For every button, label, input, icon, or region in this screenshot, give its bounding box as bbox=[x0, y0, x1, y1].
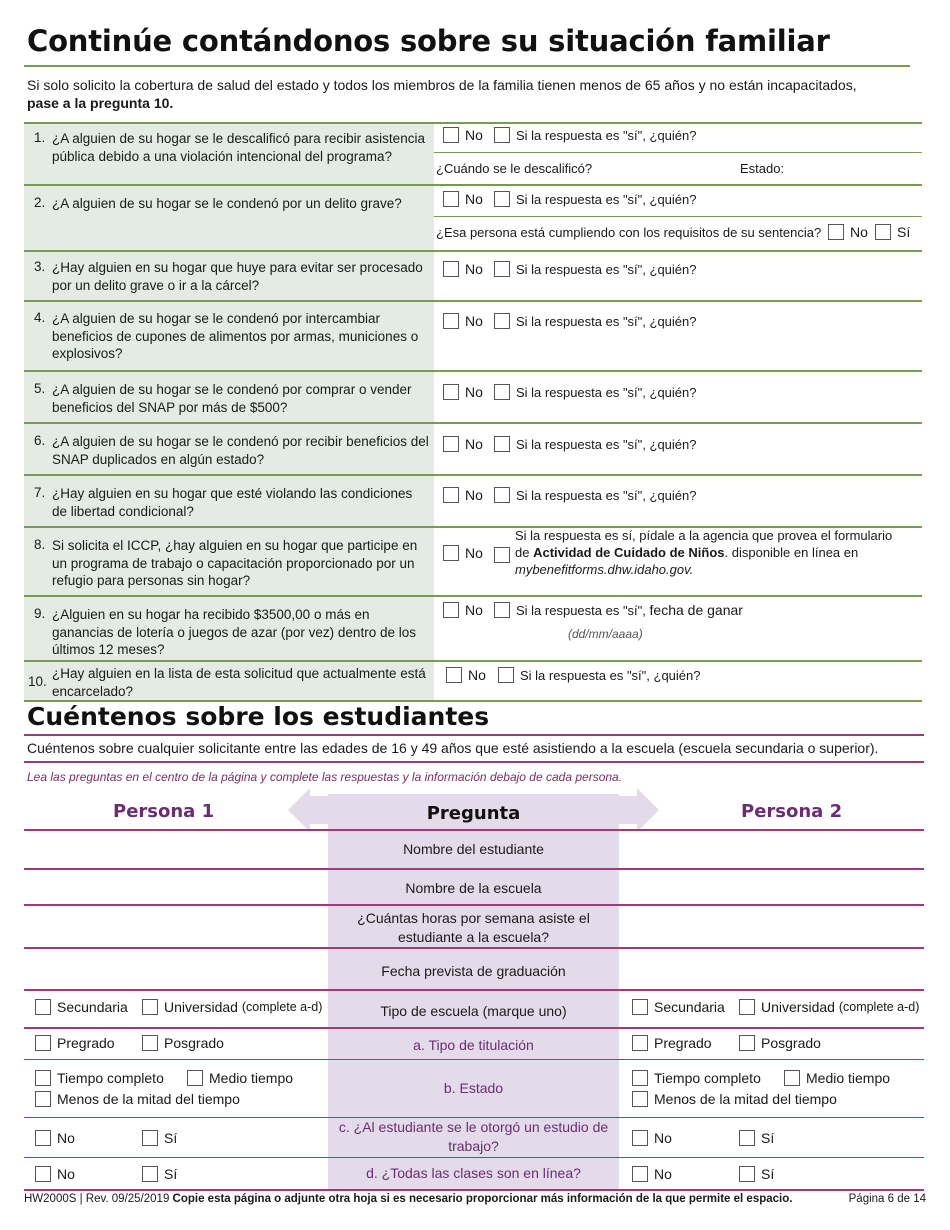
option-label: Menos de la mitad del tiempo bbox=[654, 1091, 837, 1107]
no-label: No bbox=[465, 436, 483, 452]
p2-work-study-yes[interactable] bbox=[739, 1130, 774, 1146]
no-label: No bbox=[465, 384, 483, 400]
yes-who-label: Si la respuesta es "sí", ¿quién? bbox=[516, 191, 697, 207]
checkbox[interactable] bbox=[632, 1166, 648, 1182]
persona-1-student-name-input[interactable] bbox=[24, 831, 328, 868]
question-online-classes: d. ¿Todas las clases son en línea? bbox=[366, 1165, 581, 1181]
q5-no-option[interactable] bbox=[443, 384, 483, 400]
q1-state-field[interactable] bbox=[740, 161, 784, 176]
when-label: ¿Cuándo se le descalificó? bbox=[436, 161, 593, 176]
checkbox[interactable] bbox=[494, 547, 510, 563]
question-text: ¿A alguien de su hogar se le descalificó para recibir asistencia pública debido a una violación intencional del programa? bbox=[52, 131, 425, 164]
persona-1-header: Persona 1 bbox=[113, 801, 215, 822]
q9-no-option[interactable] bbox=[443, 602, 483, 618]
checkbox[interactable] bbox=[632, 1130, 648, 1146]
checkbox[interactable] bbox=[494, 261, 510, 277]
p1-pregrado-option[interactable] bbox=[35, 1035, 115, 1051]
p1-posgrado-option[interactable] bbox=[142, 1035, 224, 1051]
checkbox[interactable] bbox=[632, 1091, 648, 1107]
persona-2-graduation-input[interactable] bbox=[619, 949, 924, 989]
question-school-type: Tipo de escuela (marque uno) bbox=[380, 1003, 567, 1019]
students-intro: Cuéntenos sobre cualquier solicitante entre las edades de 16 y 49 años que esté asistiendo a la escuela (escuela secundaria o superior). bbox=[27, 740, 879, 756]
q1-yes-who-option[interactable] bbox=[494, 127, 697, 143]
option-label: Secundaria bbox=[57, 999, 128, 1015]
q6-no-option[interactable] bbox=[443, 436, 483, 452]
yes-label: Sí bbox=[897, 224, 911, 240]
title-rule bbox=[24, 65, 910, 67]
no-label: No bbox=[465, 487, 483, 503]
option-label: Posgrado bbox=[164, 1035, 224, 1051]
p2-posgrado-option[interactable] bbox=[739, 1035, 821, 1051]
students-title: Cuéntenos sobre los estudiantes bbox=[27, 702, 490, 731]
divider bbox=[434, 152, 922, 153]
checkbox[interactable] bbox=[828, 224, 844, 240]
p1-full-time-option[interactable] bbox=[35, 1070, 164, 1086]
question-student-name: Nombre del estudiante bbox=[403, 841, 544, 857]
no-label: No bbox=[465, 313, 483, 329]
yes-who-label: Si la respuesta es "sí", ¿quién? bbox=[516, 313, 697, 329]
question-text: Si solicita el ICCP, ¿hay alguien en su hogar que participe en un programa de trabajo o capacitación proporcionado por un refugio para personas sin hogar? bbox=[52, 538, 418, 588]
students-title-rule bbox=[24, 734, 924, 736]
checkbox[interactable] bbox=[443, 127, 459, 143]
p1-work-study-no[interactable] bbox=[35, 1130, 75, 1146]
checkbox[interactable] bbox=[739, 1130, 755, 1146]
option-label: Secundaria bbox=[654, 999, 725, 1015]
p2-online-yes[interactable] bbox=[739, 1166, 774, 1182]
option-label: Pregrado bbox=[654, 1035, 712, 1051]
question-number: 3. bbox=[34, 259, 46, 274]
question-number: 1. bbox=[34, 130, 46, 145]
yes-who-label: Si la respuesta es "sí", ¿quién? bbox=[516, 436, 697, 452]
option-label: Medio tiempo bbox=[209, 1070, 294, 1086]
yes-label: Si la respuesta es "sí", bbox=[516, 602, 646, 618]
persona-2-header: Persona 2 bbox=[741, 801, 843, 822]
question-7 bbox=[24, 474, 434, 526]
q8-no-option[interactable] bbox=[443, 545, 483, 561]
students-intro-rule bbox=[24, 761, 924, 763]
checkbox[interactable] bbox=[35, 1070, 51, 1086]
checkbox[interactable] bbox=[739, 1035, 755, 1051]
p2-pregrado-option[interactable] bbox=[632, 1035, 712, 1051]
q1-when-field[interactable] bbox=[436, 161, 592, 176]
answer-4 bbox=[434, 300, 922, 370]
question-graduation-date: Fecha prevista de graduación bbox=[381, 963, 566, 979]
question-4 bbox=[24, 300, 434, 370]
p1-universidad-option[interactable] bbox=[142, 999, 322, 1015]
no-label: No bbox=[465, 261, 483, 277]
checkbox[interactable] bbox=[142, 1035, 158, 1051]
option-label: Tiempo completo bbox=[57, 1070, 164, 1086]
persona-1-graduation-input[interactable] bbox=[24, 949, 328, 989]
checkbox[interactable] bbox=[875, 224, 891, 240]
question-school-name: Nombre de la escuela bbox=[405, 880, 542, 896]
q7-yes-who-option[interactable] bbox=[494, 487, 697, 503]
question-work-study: c. ¿Al estudiante se le otorgó un estudio de trabajo? bbox=[338, 1119, 609, 1154]
question-degree-type: a. Tipo de titulación bbox=[413, 1037, 534, 1053]
q6-yes-who-option[interactable] bbox=[494, 436, 697, 452]
p2-part-time-option[interactable] bbox=[784, 1070, 890, 1086]
persona-2-school-name-input[interactable] bbox=[619, 870, 924, 904]
date-format-hint: (dd/mm/aaaa) bbox=[568, 627, 643, 641]
q8-instruction-line: Si la respuesta es sí, pídale a la agencia que provea el formulario bbox=[515, 528, 893, 543]
question-hours-per-week: ¿Cuántas horas por semana asiste el estudiante a la escuela? bbox=[357, 910, 590, 945]
checkbox[interactable] bbox=[494, 602, 510, 618]
question-2 bbox=[24, 184, 434, 250]
no-label: No bbox=[465, 545, 483, 561]
students-instruction-note: Lea las preguntas en el centro de la página y complete las respuestas y la información debajo de cada persona. bbox=[27, 770, 623, 784]
sentence-label: ¿Esa persona está cumpliendo con los requisitos de su sentencia? bbox=[436, 225, 822, 240]
form-revision: HW2000S | Rev. 09/25/2019 bbox=[24, 1193, 170, 1205]
q1-no-option[interactable] bbox=[443, 127, 483, 143]
q10-no-option[interactable] bbox=[446, 667, 486, 683]
checkbox[interactable] bbox=[142, 1130, 158, 1146]
checkbox[interactable] bbox=[494, 487, 510, 503]
yes-who-label: Si la respuesta es "sí", ¿quién? bbox=[520, 667, 701, 683]
checkbox[interactable] bbox=[187, 1070, 203, 1086]
question-9 bbox=[24, 595, 434, 660]
row-rule bbox=[24, 989, 924, 991]
p2-online-no[interactable] bbox=[632, 1166, 672, 1182]
q8-text: de bbox=[515, 545, 530, 560]
question-number: 7. bbox=[34, 485, 46, 500]
q4-no-option[interactable] bbox=[443, 313, 483, 329]
q8-text: . disponible en línea en bbox=[724, 545, 859, 560]
checkbox[interactable] bbox=[443, 313, 459, 329]
option-hint: (complete a-d) bbox=[838, 1000, 920, 1014]
question-text: ¿A alguien de su hogar se le condenó por comprar o vender beneficios del SNAP por más de $500? bbox=[52, 382, 412, 415]
question-3 bbox=[24, 250, 434, 300]
option-label: Universidad bbox=[761, 999, 835, 1015]
q9-yes-date-option[interactable] bbox=[494, 602, 743, 618]
option-label: Pregrado bbox=[57, 1035, 115, 1051]
option-label: No bbox=[57, 1130, 75, 1146]
q3-no-option[interactable] bbox=[443, 261, 483, 277]
q2-yes-who-option[interactable] bbox=[494, 191, 697, 207]
checkbox[interactable] bbox=[443, 436, 459, 452]
checkbox[interactable] bbox=[739, 999, 755, 1015]
checkbox[interactable] bbox=[443, 602, 459, 618]
question-text: ¿Hay alguien en la lista de esta solicitud que actualmente está encarcelado? bbox=[52, 666, 426, 699]
checkbox[interactable] bbox=[443, 261, 459, 277]
checkbox[interactable] bbox=[142, 1166, 158, 1182]
p1-secundaria-option[interactable] bbox=[35, 999, 128, 1015]
question-number: 6. bbox=[34, 433, 46, 448]
q7-no-option[interactable] bbox=[443, 487, 483, 503]
checkbox[interactable] bbox=[35, 1035, 51, 1051]
checkbox[interactable] bbox=[498, 667, 514, 683]
pregunta-header: Pregunta bbox=[426, 803, 521, 824]
question-number: 2. bbox=[34, 195, 46, 210]
checkbox[interactable] bbox=[784, 1070, 800, 1086]
yes-who-label: Si la respuesta es "sí", ¿quién? bbox=[516, 384, 697, 400]
q8-instruction-line bbox=[515, 544, 915, 561]
question-number: 4. bbox=[34, 310, 46, 325]
row-rule bbox=[24, 1027, 924, 1029]
yes-who-label: Si la respuesta es "sí", ¿quién? bbox=[516, 127, 697, 143]
question-text: ¿Hay alguien en su hogar que huye para evitar ser procesado por un delito grave o ir a la cárcel? bbox=[52, 260, 423, 293]
date-label: fecha de ganar bbox=[649, 602, 743, 618]
no-label: No bbox=[465, 602, 483, 618]
intro-sentence: Si solo solicito la cobertura de salud del estado y todos los miembros de la familia tienen menos de 65 años y no están incapacitados, bbox=[27, 77, 857, 93]
checkbox[interactable] bbox=[443, 191, 459, 207]
checkbox[interactable] bbox=[739, 1166, 755, 1182]
checkbox[interactable] bbox=[446, 667, 462, 683]
question-text: ¿A alguien de su hogar se le condenó por intercambiar beneficios de cupones de alimentos por armas, municiones o explosivos? bbox=[52, 311, 419, 361]
p2-work-study-no[interactable] bbox=[632, 1130, 672, 1146]
option-label: No bbox=[654, 1166, 672, 1182]
checkbox[interactable] bbox=[494, 384, 510, 400]
question-text: ¿Alguien en su hogar ha recibido $3500,00 o más en ganancias de lotería o juegos de azar (por vez) dentro de los últimos 12 meses? bbox=[52, 607, 416, 657]
q5-yes-who-option[interactable] bbox=[494, 384, 697, 400]
question-status: b. Estado bbox=[443, 1080, 504, 1096]
persona-1-hours-input[interactable] bbox=[24, 906, 328, 947]
question-number: 8. bbox=[34, 537, 46, 552]
no-label: No bbox=[468, 667, 486, 683]
persona-1-school-name-input[interactable] bbox=[24, 870, 328, 904]
option-label: Sí bbox=[761, 1130, 775, 1146]
checkbox[interactable] bbox=[632, 1070, 648, 1086]
p2-universidad-option[interactable] bbox=[739, 999, 919, 1015]
no-label: No bbox=[465, 127, 483, 143]
p1-work-study-yes[interactable] bbox=[142, 1130, 177, 1146]
question-10 bbox=[24, 660, 434, 700]
option-label: Menos de la mitad del tiempo bbox=[57, 1091, 240, 1107]
p2-less-than-half-option[interactable] bbox=[632, 1091, 837, 1107]
checkbox[interactable] bbox=[632, 999, 648, 1015]
page-number: Página 6 de 14 bbox=[848, 1193, 926, 1205]
q4-yes-who-option[interactable] bbox=[494, 313, 697, 329]
q8-website-link[interactable]: mybenefitforms.dhw.idaho.gov. bbox=[515, 562, 694, 577]
yes-who-label: Si la respuesta es "sí", ¿quién? bbox=[516, 261, 697, 277]
checkbox[interactable] bbox=[443, 384, 459, 400]
q3-yes-who-option[interactable] bbox=[494, 261, 697, 277]
yes-who-label: Si la respuesta es "sí", ¿quién? bbox=[516, 487, 697, 503]
checkbox[interactable] bbox=[494, 191, 510, 207]
checkbox[interactable] bbox=[35, 1130, 51, 1146]
checkbox[interactable] bbox=[494, 127, 510, 143]
q8-yes-instructions bbox=[515, 527, 915, 578]
row-rule bbox=[24, 1157, 924, 1158]
persona-2-hours-input[interactable] bbox=[619, 906, 924, 947]
question-text: ¿A alguien de su hogar se le condenó por un delito grave? bbox=[52, 196, 402, 211]
q2-no-option[interactable] bbox=[443, 191, 483, 207]
divider bbox=[434, 216, 922, 217]
intro-text bbox=[27, 76, 907, 112]
p2-secundaria-option[interactable] bbox=[632, 999, 725, 1015]
p2-full-time-option[interactable] bbox=[632, 1070, 761, 1086]
option-label: Sí bbox=[761, 1166, 775, 1182]
p1-online-no[interactable] bbox=[35, 1166, 75, 1182]
option-label: Sí bbox=[164, 1166, 178, 1182]
p1-less-than-half-option[interactable] bbox=[35, 1091, 240, 1107]
option-label: Universidad bbox=[164, 999, 238, 1015]
checkbox[interactable] bbox=[632, 1035, 648, 1051]
q8-yes-checkbox[interactable] bbox=[494, 547, 516, 563]
question-text: ¿Hay alguien en su hogar que esté violando las condiciones de libertad condicional? bbox=[52, 486, 413, 519]
no-label: No bbox=[465, 191, 483, 207]
question-8 bbox=[24, 526, 434, 595]
question-text: ¿A alguien de su hogar se le condenó por recibir beneficios del SNAP duplicados en algún estado? bbox=[52, 434, 429, 467]
question-5 bbox=[24, 370, 434, 422]
q8-form-name: Actividad de Cuidado de Niños bbox=[533, 545, 725, 560]
option-label: Tiempo completo bbox=[654, 1070, 761, 1086]
checkbox[interactable] bbox=[443, 487, 459, 503]
checkbox[interactable] bbox=[443, 545, 459, 561]
no-label: No bbox=[850, 224, 868, 240]
page-title: Continúe contándonos sobre su situación familiar bbox=[27, 24, 830, 58]
option-label: No bbox=[57, 1166, 75, 1182]
q2-sentence-question bbox=[436, 225, 821, 240]
question-1 bbox=[24, 122, 434, 184]
checkbox[interactable] bbox=[35, 1166, 51, 1182]
option-label: No bbox=[654, 1130, 672, 1146]
checkbox[interactable] bbox=[494, 436, 510, 452]
option-label: Posgrado bbox=[761, 1035, 821, 1051]
page-footer bbox=[24, 1193, 926, 1205]
checkbox[interactable] bbox=[35, 1091, 51, 1107]
question-number: 9. bbox=[34, 606, 46, 621]
p1-part-time-option[interactable] bbox=[187, 1070, 293, 1086]
row-rule bbox=[24, 1189, 924, 1191]
q10-yes-who-option[interactable] bbox=[498, 667, 701, 683]
intro-skip-instruction: pase a la pregunta 10. bbox=[27, 95, 174, 111]
p1-online-yes[interactable] bbox=[142, 1166, 177, 1182]
state-label: Estado: bbox=[740, 161, 785, 176]
checkbox[interactable] bbox=[142, 999, 158, 1015]
checkbox[interactable] bbox=[35, 999, 51, 1015]
question-6 bbox=[24, 422, 434, 474]
option-hint: (complete a-d) bbox=[241, 1000, 323, 1014]
option-label: Sí bbox=[164, 1130, 178, 1146]
q2-sentence-no[interactable] bbox=[828, 224, 868, 240]
persona-2-student-name-input[interactable] bbox=[619, 831, 924, 868]
option-label: Medio tiempo bbox=[806, 1070, 891, 1086]
row-rule bbox=[24, 1059, 924, 1060]
question-number: 5. bbox=[34, 381, 46, 396]
checkbox[interactable] bbox=[494, 313, 510, 329]
question-number: 10. bbox=[28, 674, 47, 689]
q2-sentence-yes[interactable] bbox=[875, 224, 910, 240]
footer-note: Copie esta página o adjunte otra hoja si es necesario proporcionar más información de la que permite el espacio. bbox=[172, 1193, 793, 1205]
